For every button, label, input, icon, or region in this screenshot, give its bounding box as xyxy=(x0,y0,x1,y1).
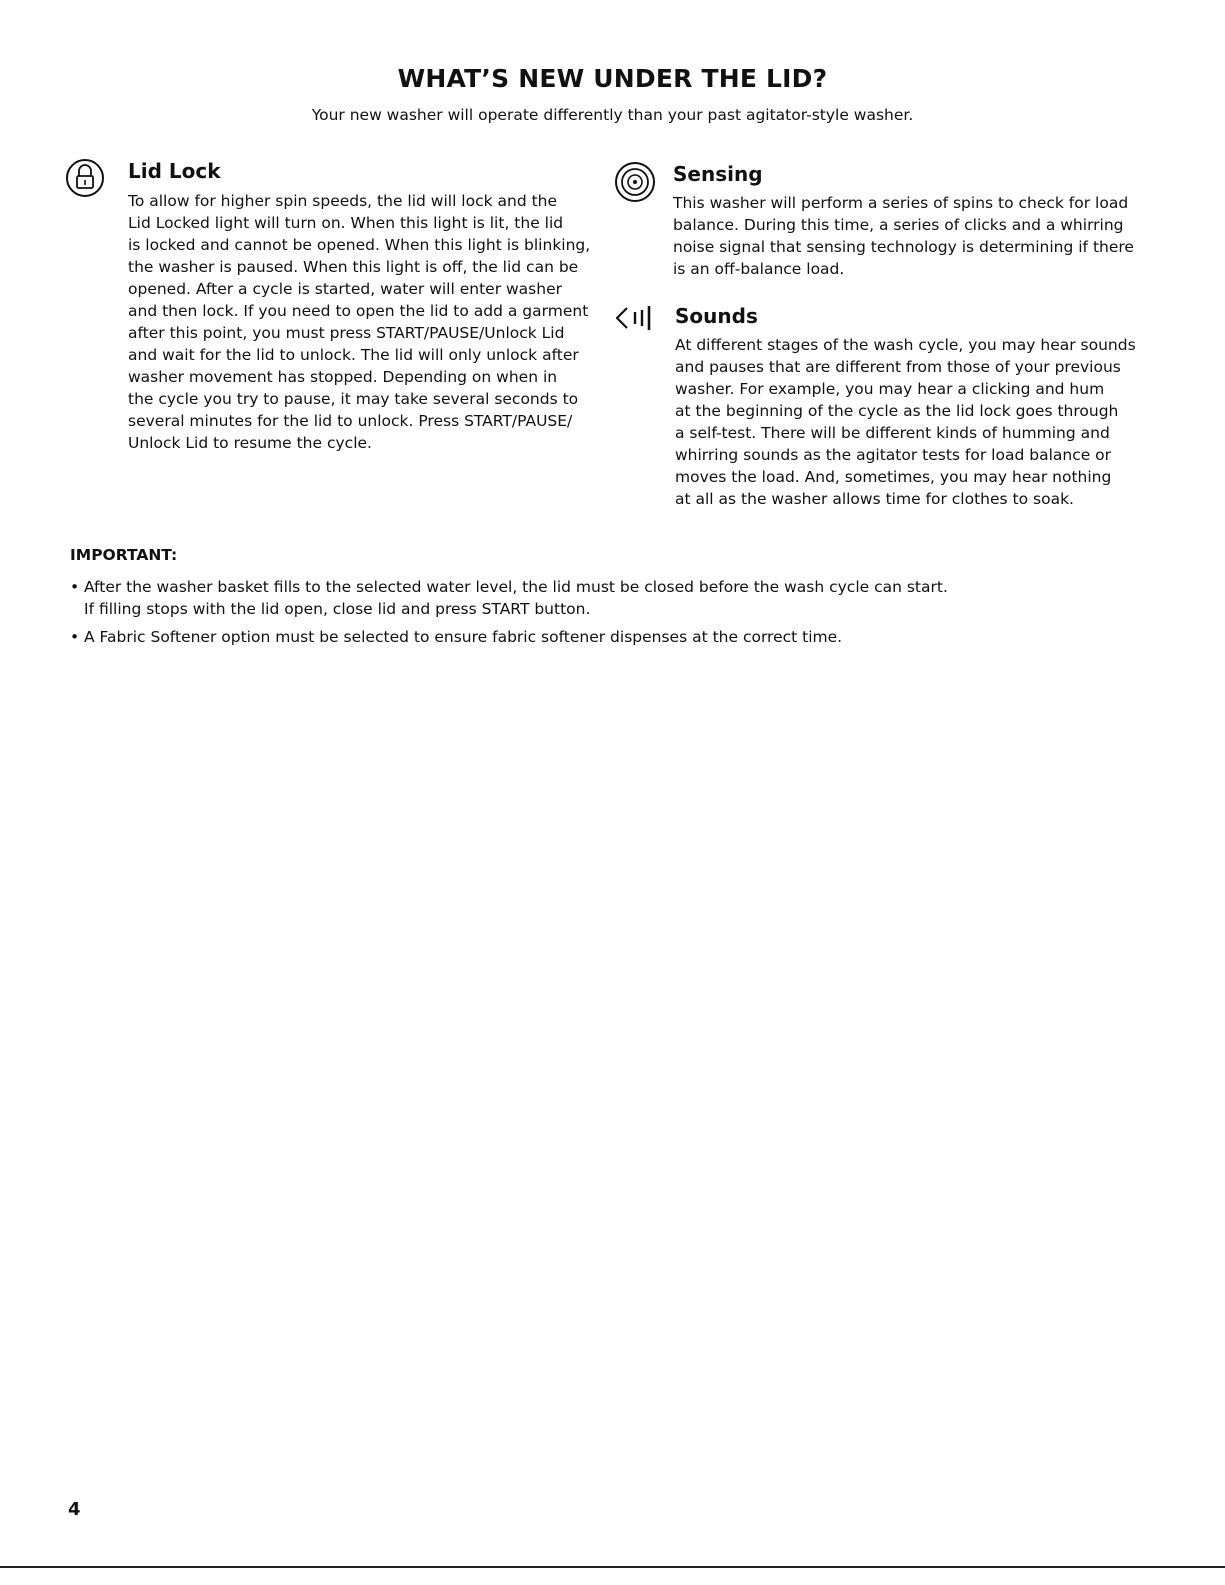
section-heading: Sounds xyxy=(675,304,758,328)
section-heading: Sensing xyxy=(673,162,763,186)
list-item: • After the washer basket fills to the selected water level, the lid must be closed before the wash cycle can start. If filling stops with the lid open, close lid and press START button. xyxy=(70,578,948,618)
section-heading: Lid Lock xyxy=(128,159,221,183)
sensing-target-icon xyxy=(613,160,657,204)
section-body: This washer will perform a series of spins to check for load balance. During this time, a series of clicks and a whirring noise signal that sensing technology is determining if there is an off-balance load. xyxy=(673,194,1134,278)
important-list xyxy=(70,576,948,654)
bullet-icon: • xyxy=(70,578,80,596)
section-body: At different stages of the wash cycle, you may hear sounds and pauses that are different from those of your previous washer. For example, you may hear a clicking and hum at the beginning of the cycle as the lid lock goes through a self-test. There will be different kinds of humming and whirring sounds as the agitator tests for load balance or moves the load. And, sometimes, you may hear nothing at all as the washer allows time for clothes to soak. xyxy=(675,336,1136,508)
page-subtitle: Your new washer will operate differently than your past agitator-style washer. xyxy=(311,106,914,124)
page-title: WHAT’S NEW UNDER THE LID? xyxy=(397,64,828,93)
section-body: To allow for higher spin speeds, the lid will lock and the Lid Locked light will turn on. When this light is lit, the lid is locked and cannot be opened. When this light is blinking, the washer is paused. When this light is off, the lid can be opened. After a cycle is started, water will enter washer and then lock. If you need to open the lid to add a garment after this point, you must press START/PAUSE/Unlock Lid and wait for the lid to unlock. The lid will only unlock after washer movement has stopped. Depending on when in the cycle you try to pause, it may take several seconds to several minutes for the lid to unlock. Press START/PAUSE/ Unlock Lid to resume the cycle. xyxy=(128,192,591,452)
page-number: 4 xyxy=(68,1499,81,1520)
important-heading: IMPORTANT: xyxy=(70,546,178,564)
list-item: • A Fabric Softener option must be selected to ensure fabric softener dispenses at the correct time. xyxy=(70,628,843,646)
bullet-icon: • xyxy=(70,628,80,646)
bottom-divider xyxy=(0,1566,1225,1568)
speaker-sound-icon xyxy=(613,300,659,336)
lock-icon xyxy=(63,156,107,200)
